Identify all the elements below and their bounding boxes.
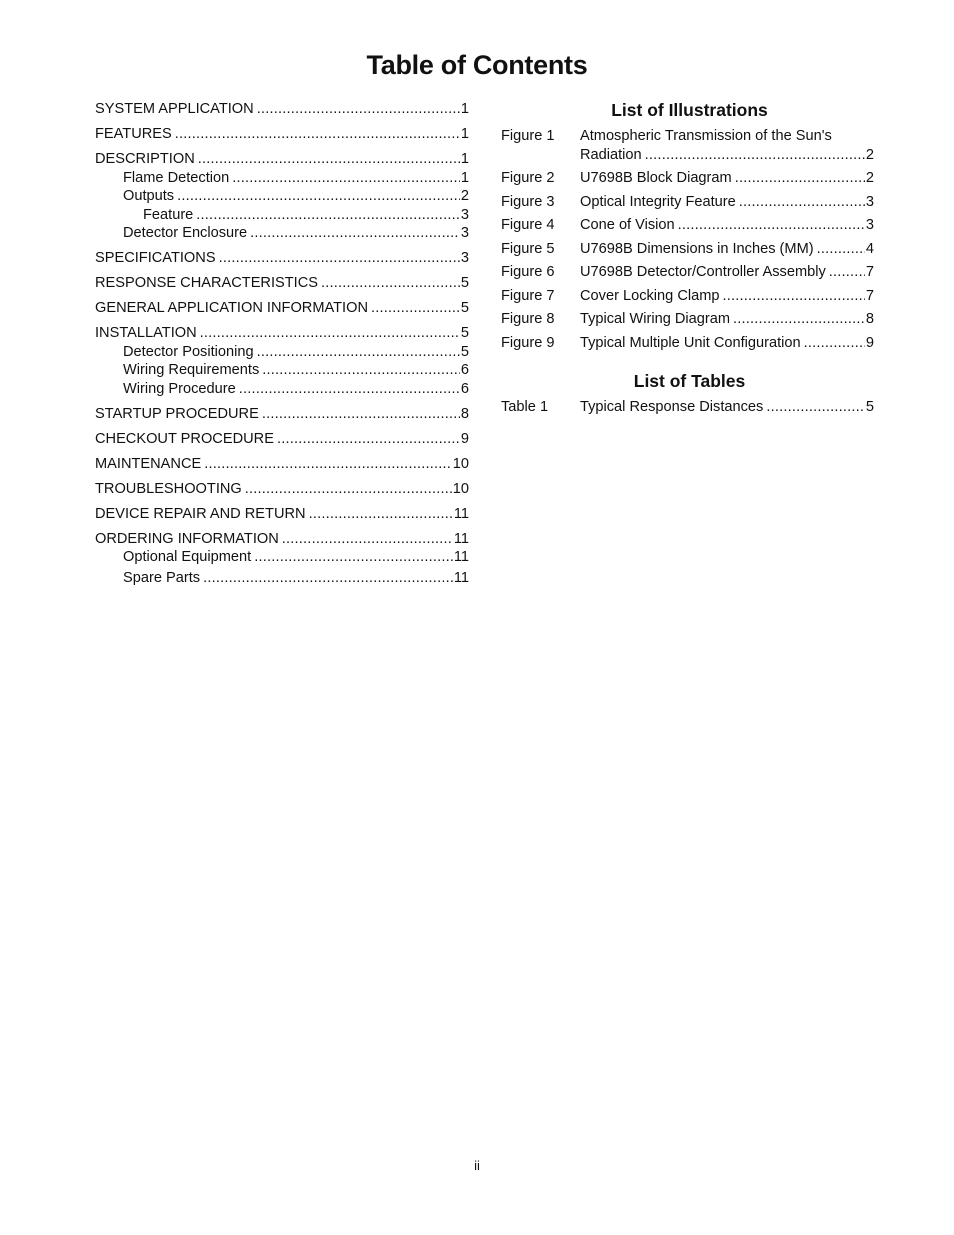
- dot-leader: [250, 224, 460, 243]
- dot-leader: [200, 324, 460, 343]
- entry-page: 8: [865, 311, 874, 327]
- dot-leader: [735, 169, 865, 188]
- toc-entry-page: 5: [460, 300, 469, 316]
- figure-entry: [501, 263, 874, 282]
- figure-entry: [501, 216, 874, 235]
- toc-entry-title: ORDERING INFORMATION: [95, 530, 279, 547]
- entry-body: [580, 169, 874, 188]
- toc-entry: [95, 125, 469, 144]
- toc-entry-page: 5: [460, 275, 469, 291]
- entry-title: Cone of Vision: [580, 217, 675, 233]
- entry-label: Figure 3: [501, 193, 555, 210]
- toc-entry-title: RESPONSE CHARACTERISTICS: [95, 275, 318, 291]
- dot-leader: [321, 274, 460, 293]
- figure-entry: [501, 127, 874, 165]
- illustrations-heading: List of Illustrations: [611, 100, 768, 120]
- dot-leader: [277, 430, 460, 449]
- toc-entry-page: 3: [460, 206, 469, 223]
- dot-leader: [262, 405, 460, 424]
- toc-entry-page: 3: [460, 225, 469, 241]
- entry-row: [580, 287, 874, 306]
- toc-entry-page: 1: [460, 151, 469, 167]
- toc-entry-title: SYSTEM APPLICATION: [95, 101, 254, 117]
- entry-label: Figure 7: [501, 287, 555, 304]
- entry-row: [580, 263, 874, 282]
- entry-body: [580, 334, 874, 353]
- lists-column: [501, 100, 874, 417]
- toc-entry-page: 10: [452, 455, 469, 472]
- toc-entry-page: 11: [453, 549, 469, 565]
- entry-row: [580, 193, 874, 212]
- entry-row: [580, 334, 874, 353]
- toc-entry: [95, 224, 469, 243]
- dot-leader: [309, 505, 453, 524]
- toc-entry-title: Detector Positioning: [123, 343, 254, 360]
- toc-entry-title: FEATURES: [95, 126, 172, 142]
- entry-page: 9: [865, 334, 874, 351]
- toc-entry-page: 2: [460, 188, 469, 204]
- figure-entry: [501, 193, 874, 212]
- toc-entry: [95, 274, 469, 293]
- toc-entry-title: CHECKOUT PROCEDURE: [95, 430, 274, 447]
- toc-entry: [95, 505, 469, 524]
- toc-entry: [95, 430, 469, 449]
- toc-entry-title: Outputs: [123, 188, 175, 204]
- toc-entry-title: INSTALLATION: [95, 325, 197, 341]
- entry-title: U7698B Detector/Controller Assembly: [580, 264, 826, 280]
- entry-label: Figure 9: [501, 334, 555, 351]
- toc-entry-page: 9: [460, 430, 469, 447]
- toc-entry: [95, 361, 469, 380]
- table-of-contents: [95, 100, 469, 587]
- dot-leader: [733, 310, 865, 329]
- toc-entry-title: SPECIFICATIONS: [95, 250, 216, 266]
- toc-entry-page: 10: [452, 480, 469, 497]
- entry-title-continued: Radiation: [580, 147, 642, 163]
- entry-page: 4: [865, 240, 874, 257]
- tables-list: [501, 398, 874, 417]
- toc-entry-page: 11: [453, 530, 469, 547]
- entry-title: Optical Integrity Feature: [580, 193, 736, 210]
- figure-entry: [501, 287, 874, 306]
- dot-leader: [723, 287, 865, 306]
- entry-page: 2: [865, 170, 874, 186]
- entry-row: [580, 310, 874, 329]
- dot-leader: [282, 530, 453, 549]
- toc-entry-title: DEVICE REPAIR AND RETURN: [95, 505, 306, 522]
- illustrations-list: [501, 127, 874, 353]
- figure-entry: [501, 169, 874, 188]
- toc-entry-page: 6: [460, 380, 469, 397]
- entry-label: Figure 8: [501, 311, 555, 327]
- dot-leader: [739, 193, 865, 212]
- entry-title: Typical Response Distances: [580, 398, 764, 415]
- entry-title: Atmospheric Transmission of the Sun's: [580, 128, 832, 144]
- dot-leader: [232, 169, 460, 188]
- figure-entry: [501, 240, 874, 259]
- toc-entry: [95, 324, 469, 343]
- toc-entry-title: MAINTENANCE: [95, 455, 202, 472]
- entry-row: [580, 169, 874, 188]
- entry-body: [580, 127, 874, 165]
- toc-entry: [95, 405, 469, 424]
- toc-entry: [95, 100, 469, 119]
- entry-page: 3: [865, 217, 874, 233]
- toc-entry-page: 3: [460, 250, 469, 266]
- toc-entry-title: Wiring Requirements: [123, 362, 260, 378]
- entry-label: Figure 5: [501, 240, 555, 257]
- dot-leader: [204, 455, 452, 474]
- dot-leader: [817, 240, 865, 259]
- dot-leader: [645, 146, 865, 165]
- entry-page: 5: [865, 398, 874, 415]
- toc-entry: [95, 249, 469, 268]
- entry-row: [580, 398, 874, 417]
- dot-leader: [262, 361, 460, 380]
- toc-entry: [95, 206, 469, 225]
- tables-heading: List of Tables: [633, 370, 746, 391]
- toc-entry-title: Spare Parts: [123, 569, 201, 586]
- toc-entry: [95, 530, 469, 549]
- entry-title: Typical Multiple Unit Configuration: [580, 334, 801, 351]
- dot-leader: [804, 334, 865, 353]
- toc-entry-page: 8: [460, 405, 469, 422]
- toc-entry-title: Wiring Procedure: [123, 380, 236, 397]
- figure-entry: [501, 334, 874, 353]
- dot-leader: [239, 380, 460, 399]
- dot-leader: [829, 263, 865, 282]
- figure-entry: [501, 310, 874, 329]
- entry-title: Cover Locking Clamp: [580, 287, 720, 304]
- dot-leader: [203, 569, 453, 588]
- dot-leader: [196, 206, 460, 225]
- entry-label: Figure 4: [501, 217, 555, 233]
- entry-body: [580, 287, 874, 306]
- entry-title: U7698B Block Diagram: [580, 170, 732, 186]
- toc-entry-title: Flame Detection: [123, 169, 230, 186]
- toc-entry: [95, 150, 469, 169]
- toc-entry-title: DESCRIPTION: [95, 151, 195, 167]
- entry-page: 2: [865, 147, 874, 163]
- entry-row: [580, 240, 874, 259]
- entry-body: [580, 216, 874, 235]
- dot-leader: [177, 187, 460, 206]
- toc-entry-page: 6: [460, 362, 469, 378]
- entry-label: Figure 1: [501, 128, 555, 144]
- dot-leader: [245, 480, 452, 499]
- entry-label: Figure 2: [501, 170, 555, 186]
- page-number: ii: [474, 1158, 480, 1173]
- entry-title: U7698B Dimensions in Inches (MM): [580, 240, 814, 257]
- table-entry: [501, 398, 874, 417]
- dot-leader: [678, 216, 865, 235]
- page-title: Table of Contents: [366, 50, 588, 80]
- entry-row: [580, 216, 874, 235]
- entry-page: 7: [865, 264, 874, 280]
- dot-leader: [254, 548, 453, 567]
- toc-entry: [95, 343, 469, 362]
- toc-entry-page: 1: [460, 126, 469, 142]
- dot-leader: [198, 150, 460, 169]
- dot-leader: [766, 398, 865, 417]
- dot-leader: [371, 299, 460, 318]
- entry-body: [580, 193, 874, 212]
- toc-entry-page: 11: [453, 505, 469, 522]
- entry-body: [580, 398, 874, 417]
- toc-entry: [95, 169, 469, 188]
- toc-entry: [95, 548, 469, 567]
- entry-page: 3: [865, 193, 874, 210]
- dot-leader: [219, 249, 460, 268]
- toc-entry-title: Detector Enclosure: [123, 225, 248, 241]
- toc-entry: [95, 569, 469, 588]
- entry-body: [580, 240, 874, 259]
- entry-label: Table 1: [501, 398, 549, 415]
- toc-entry: [95, 187, 469, 206]
- toc-entry-page: 1: [460, 169, 469, 186]
- toc-entry: [95, 380, 469, 399]
- toc-entry-title: STARTUP PROCEDURE: [95, 405, 259, 422]
- toc-entry-page: 1: [460, 101, 469, 117]
- toc-entry-page: 5: [460, 325, 469, 341]
- toc-entry: [95, 299, 469, 318]
- toc-entry-title: GENERAL APPLICATION INFORMATION: [95, 300, 368, 316]
- toc-entry-title: TROUBLESHOOTING: [95, 480, 242, 497]
- toc-entry-page: 5: [460, 343, 469, 360]
- entry-label: Figure 6: [501, 264, 555, 280]
- entry-page: 7: [865, 287, 874, 304]
- dot-leader: [175, 125, 460, 144]
- toc-entry: [95, 480, 469, 499]
- entry-body: [580, 310, 874, 329]
- dot-leader: [257, 343, 460, 362]
- entry-title: Typical Wiring Diagram: [580, 311, 731, 327]
- toc-entry-title: Optional Equipment: [123, 549, 252, 565]
- dot-leader: [257, 100, 460, 119]
- entry-body: [580, 263, 874, 282]
- toc-entry-page: 11: [453, 569, 469, 586]
- toc-entry: [95, 455, 469, 474]
- toc-entry-title: Feature: [143, 206, 194, 223]
- entry-title-continued-row: [580, 146, 874, 165]
